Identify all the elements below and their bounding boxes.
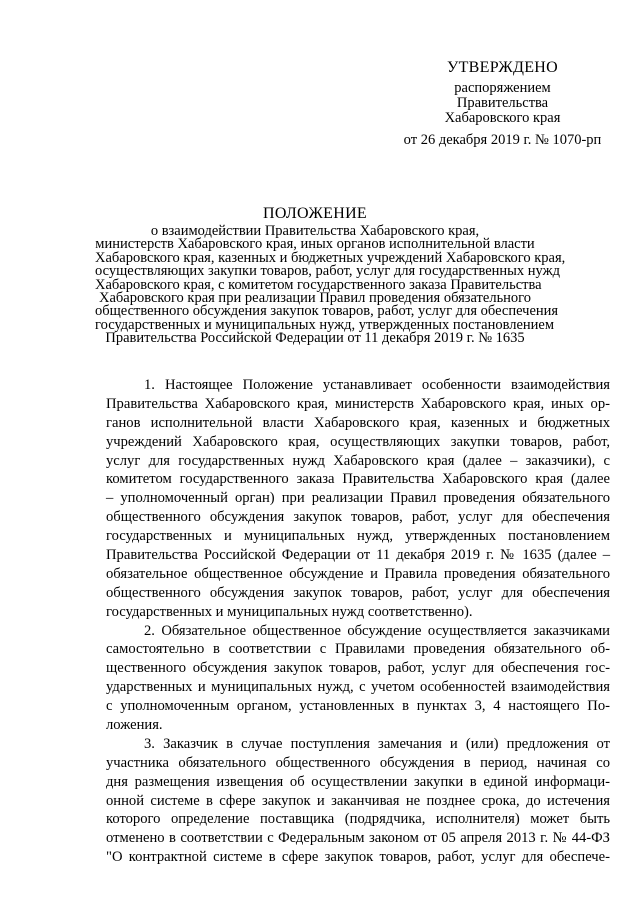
paragraph-line: государственных и муниципальных нужд, утвержденных постановлением <box>106 528 610 545</box>
approval-heading: УТВЕРЖДЕНО <box>446 59 558 76</box>
paragraph-line: ударственных и муниципальных нужд, с учетом особенностей взаимодействия <box>106 679 610 696</box>
paragraph-line: ганов исполнительной власти Хабаровского края, казенных и бюджетных <box>106 414 610 431</box>
paragraph-line: 3. Заказчик в случае поступления замечания и (или) предложения от <box>144 735 610 752</box>
paragraph-line: щественного обсуждения закупок товаров, работ, услуг для обеспечения гос- <box>106 660 610 677</box>
paragraph-line: участника обязательного общественного обсуждения в период, начиная со <box>106 754 610 771</box>
paragraph-line: комитетом государственного заказа Правительства Хабаровского края (далее <box>106 471 610 488</box>
paragraph-line: услуг для государственных нужд Хабаровского края (далее – заказчики), с <box>106 452 610 469</box>
title-subtitle-line: о взаимодействии Правительства Хабаровского края, <box>150 223 480 239</box>
title-subtitle-line: осуществляющих закупки товаров, работ, услуг для государственных нужд <box>95 263 560 280</box>
approval-line: Хабаровского края <box>444 110 561 126</box>
paragraph-3 <box>106 735 610 867</box>
paragraph-line: 2. Обязательное общественное обсуждение осуществляется заказчиками <box>144 622 610 639</box>
paragraph-2 <box>106 622 610 735</box>
paragraph-line: учреждений Хабаровского края, осуществляющих закупки товаров, работ, <box>106 433 610 450</box>
paragraph-1 <box>106 376 610 622</box>
approval-line: распоряжением <box>454 80 551 96</box>
title-subtitle-line: Хабаровского края при реализации Правил проведения обязательного <box>98 290 532 307</box>
paragraph-line: с уполномоченным органом, установленных в пунктах 3, 4 настоящего По- <box>106 698 610 715</box>
approval-date: от 26 декабря 2019 г. № 1070-рп <box>403 132 602 148</box>
paragraph-line: самостоятельно в соответствии с Правилами проведения обязательного об- <box>106 641 610 658</box>
paragraph-line: государственных и муниципальных нужд соответственно). <box>106 603 473 620</box>
title-subtitle-line: Хабаровского края, с комитетом государственного заказа Правительства <box>95 276 542 293</box>
paragraph-line: Правительства Российской Федерации от 11 декабря 2019 г. № 1635 (далее – <box>106 547 610 564</box>
paragraph-line: онной системе в сфере закупок и заканчивая не позднее срока, до истечения <box>106 792 610 809</box>
title-subtitle-line: Хабаровского края, казенных и бюджетных учреждений Хабаровского края, <box>95 249 566 266</box>
document-title: ПОЛОЖЕНИЕ <box>262 205 367 222</box>
paragraph-line: дня размещения извещения об осуществлении закупки в единой информаци- <box>106 773 610 790</box>
document-title-block <box>95 205 566 347</box>
paragraph-line: которого определение поставщика (подрядчика, исполнителя) может быть <box>106 811 610 828</box>
paragraph-line: 1. Настоящее Положение устанавливает особенности взаимодействия <box>144 377 610 393</box>
approval-stamp <box>395 60 610 148</box>
paragraph-line: Правительства Хабаровского края, министерств Хабаровского края, иных ор- <box>106 395 610 412</box>
title-subtitle-line: общественного обсуждения закупок товаров, работ, услуг для обеспечения <box>95 303 559 320</box>
paragraph-line: общественного обсуждения закупок товаров, работ, услуг для обеспечения <box>106 509 610 526</box>
document-body <box>106 376 610 867</box>
paragraph-line: ложения. <box>106 717 163 734</box>
paragraph-line: общественного обсуждения закупок товаров, работ, услуг для обеспечения <box>106 584 610 601</box>
approval-line: Правительства <box>456 95 549 111</box>
paragraph-line: "О контрактной системе в сфере закупок товаров, работ, услуг для обеспече- <box>106 849 610 866</box>
paragraph-line: обязательное общественное обсуждение и Правила проведения обязательного <box>106 565 610 582</box>
title-subtitle-line: министерств Хабаровского края, иных органов исполнительной власти <box>95 236 535 253</box>
paragraph-line: – уполномоченный орган) при реализации Правил проведения обязательного <box>106 490 610 507</box>
title-subtitle-line: Правительства Российской Федерации от 11 декабря 2019 г. № 1635 <box>105 330 525 347</box>
paragraph-line: отменено в соответствии с Федеральным законом от 05 апреля 2013 г. № 44-ФЗ <box>106 830 610 847</box>
title-subtitle-line: государственных и муниципальных нужд, утвержденных постановлением <box>95 316 555 333</box>
